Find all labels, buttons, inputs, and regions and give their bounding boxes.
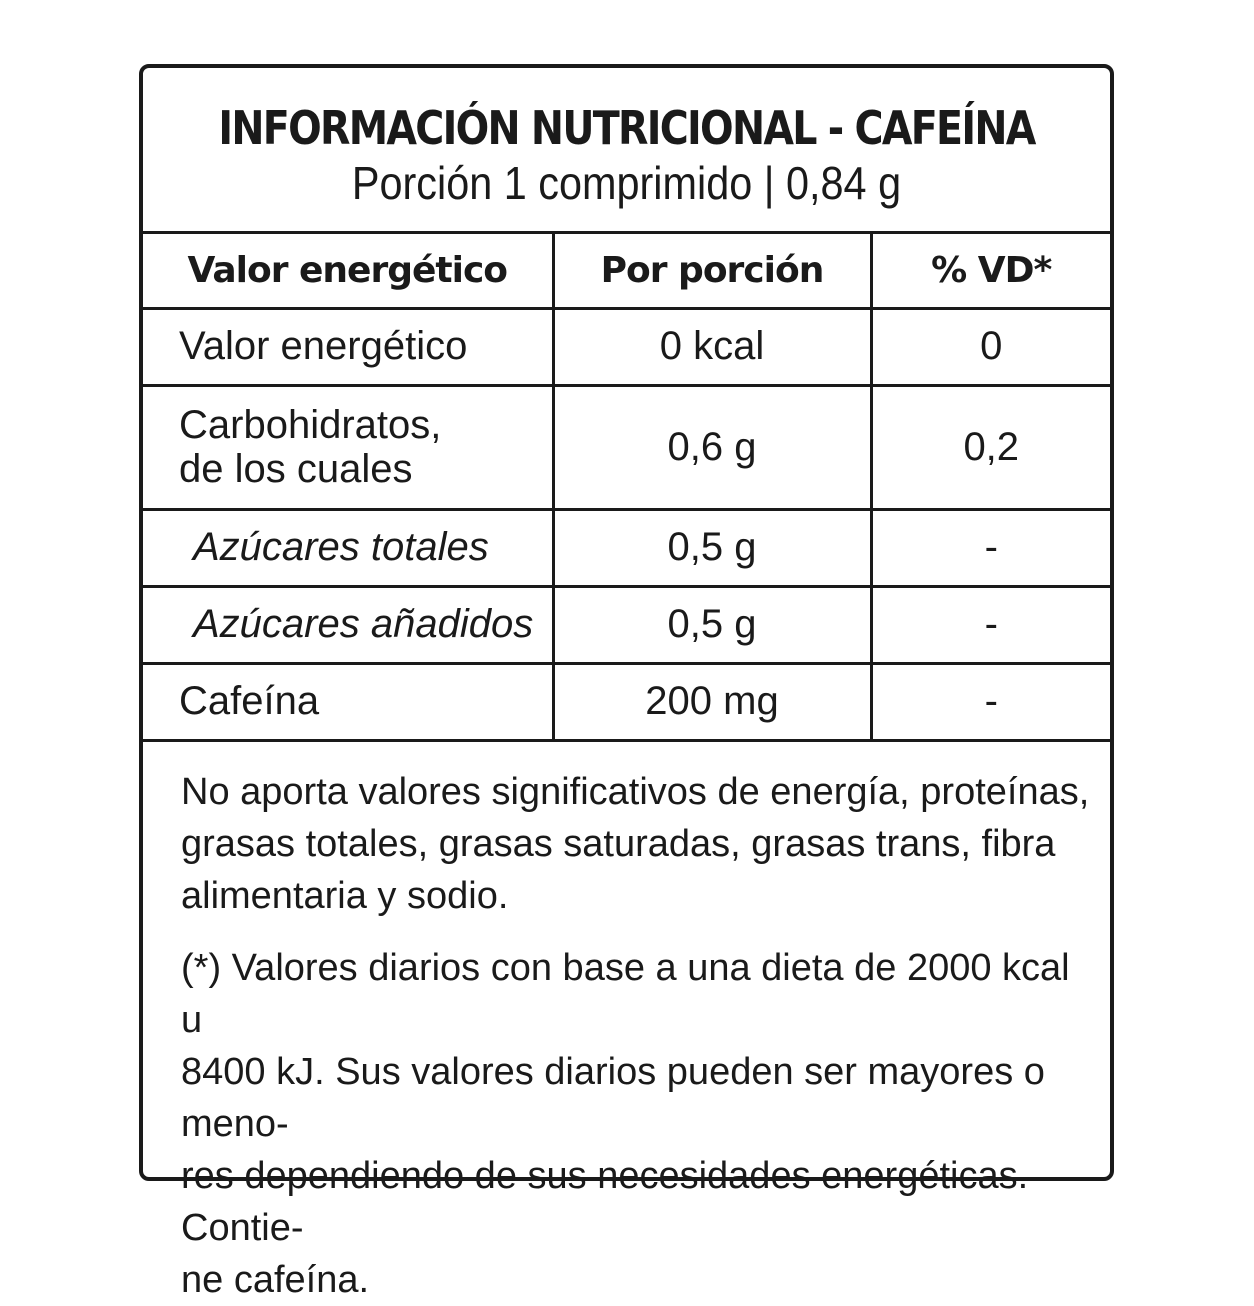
nutrient-name: Azúcares añadidos [143, 586, 553, 663]
portion-value: 0,6 g [553, 385, 871, 509]
nutrient-name-line2: de los cuales [179, 447, 413, 491]
disclaimer-line: grasas totales, grasas saturadas, grasas trans, fibra [181, 822, 1056, 865]
column-header-portion: Por porción [553, 234, 871, 308]
daily-value: - [871, 509, 1110, 586]
nutrient-name [143, 385, 553, 509]
daily-value: - [871, 663, 1110, 740]
table-row [143, 308, 1110, 385]
portion-value: 0,5 g [553, 509, 871, 586]
nutrient-disclaimer [181, 766, 1090, 922]
daily-value: 0,2 [871, 385, 1110, 509]
column-header-nutrient: Valor energético [143, 234, 553, 308]
disclaimer-line: No aporta valores significativos de energía, proteínas, [181, 770, 1090, 813]
serving-size: Porción 1 comprimido | 0,84 g [351, 157, 902, 209]
footnote-line: res dependiendo de sus necesidades energéticas. Contie- [181, 1154, 1029, 1249]
table-row [143, 509, 1110, 586]
nutrient-name: Cafeína [143, 663, 553, 740]
disclaimer-line: alimentaria y sodio. [181, 874, 509, 917]
column-header-daily-value: % VD* [871, 234, 1110, 308]
nutrient-name-line1: Carbohidratos, [179, 403, 442, 447]
portion-value: 0 kcal [553, 308, 871, 385]
table-row [143, 385, 1110, 509]
portion-value: 200 mg [553, 663, 871, 740]
footnote-line: 8400 kJ. Sus valores diarios pueden ser mayores o meno- [181, 1050, 1045, 1145]
portion-value: 0,5 g [553, 586, 871, 663]
nutrient-name: Valor energético [143, 308, 553, 385]
table-row [143, 586, 1110, 663]
label-notes [143, 742, 1110, 1306]
daily-value: - [871, 586, 1110, 663]
nutrition-label [139, 64, 1114, 1301]
label-header [143, 68, 1110, 234]
footnote-line: (*) Valores diarios con base a una dieta de 2000 kcal u [181, 946, 1070, 1041]
daily-value: 0 [871, 308, 1110, 385]
nutrition-table [143, 234, 1110, 742]
table-header-row [143, 234, 1110, 308]
daily-value-footnote [181, 942, 1090, 1306]
nutrient-name: Azúcares totales [143, 509, 553, 586]
label-title: INFORMACIÓN NUTRICIONAL - CAFEÍNA [218, 101, 1035, 155]
footnote-line: ne cafeína. [181, 1258, 370, 1301]
table-row [143, 663, 1110, 740]
